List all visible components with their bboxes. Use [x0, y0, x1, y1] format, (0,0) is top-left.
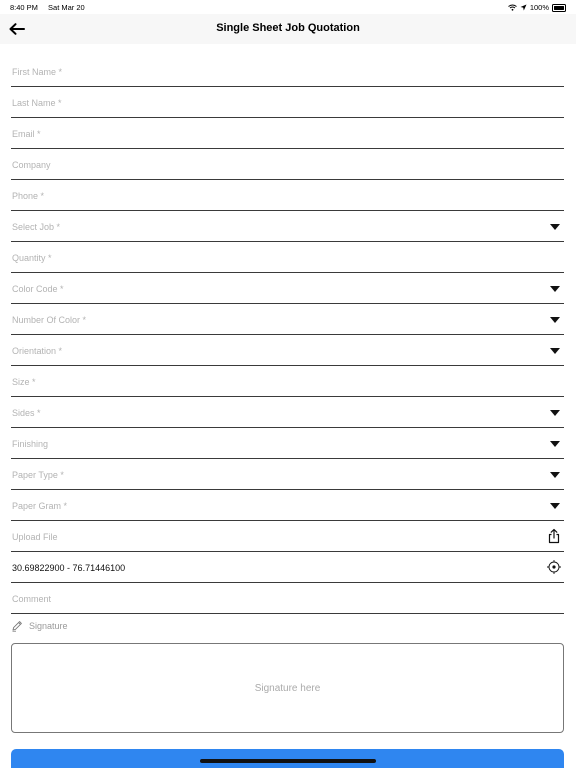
size-field-placeholder: Size *	[12, 377, 36, 387]
finishing-dropdown[interactable]	[11, 428, 564, 459]
last-name-field-placeholder: Last Name *	[12, 98, 62, 108]
wifi-icon	[508, 4, 517, 11]
caret-down-icon[interactable]	[550, 286, 560, 292]
company-field[interactable]	[11, 149, 564, 180]
status-time: 8:40 PM	[10, 3, 38, 12]
phone-field[interactable]	[11, 180, 564, 211]
status-bar	[0, 0, 576, 14]
upload-file-field[interactable]	[11, 521, 564, 552]
caret-down-icon[interactable]	[550, 224, 560, 230]
email-field[interactable]	[11, 118, 564, 149]
paper-type-dropdown-placeholder: Paper Type *	[12, 470, 64, 480]
company-field-placeholder: Company	[12, 160, 51, 170]
share-upload-icon[interactable]	[546, 528, 562, 544]
sides-dropdown[interactable]	[11, 397, 564, 428]
email-field-placeholder: Email *	[12, 129, 41, 139]
number-of-color-dropdown-placeholder: Number Of Color *	[12, 315, 87, 325]
size-field[interactable]	[11, 366, 564, 397]
navigation-bar	[0, 14, 576, 44]
caret-down-icon[interactable]	[550, 503, 560, 509]
quantity-field[interactable]	[11, 242, 564, 273]
number-of-color-dropdown[interactable]	[11, 304, 564, 335]
quantity-field-placeholder: Quantity *	[12, 253, 52, 263]
paper-gram-dropdown[interactable]	[11, 490, 564, 521]
pencil-icon	[11, 620, 23, 632]
caret-down-icon[interactable]	[550, 410, 560, 416]
select-job-dropdown[interactable]	[11, 211, 564, 242]
paper-type-dropdown[interactable]	[11, 459, 564, 490]
sides-dropdown-placeholder: Sides *	[12, 408, 41, 418]
status-left	[10, 3, 85, 12]
page-title: Single Sheet Job Quotation	[216, 22, 360, 34]
location-field[interactable]	[11, 552, 564, 583]
first-name-field-placeholder: First Name *	[12, 67, 63, 77]
home-indicator	[200, 759, 376, 763]
status-right	[508, 3, 566, 12]
signature-label: Signature	[29, 621, 68, 631]
signature-placeholder: Signature here	[254, 682, 321, 694]
battery-percent: 100%	[529, 3, 549, 12]
quotation-form	[0, 56, 576, 614]
finishing-dropdown-placeholder: Finishing	[12, 439, 49, 449]
caret-down-icon[interactable]	[550, 472, 560, 478]
crosshair-icon[interactable]	[546, 559, 562, 575]
comment-field[interactable]	[11, 583, 564, 614]
phone-field-placeholder: Phone *	[12, 191, 45, 201]
comment-field-placeholder: Comment	[12, 594, 52, 604]
caret-down-icon[interactable]	[550, 348, 560, 354]
status-date: Sat Mar 20	[48, 3, 85, 12]
select-job-dropdown-placeholder: Select Job *	[12, 222, 61, 232]
location-arrow-icon	[520, 4, 527, 11]
paper-gram-dropdown-placeholder: Paper Gram *	[12, 501, 68, 511]
signature-header	[11, 619, 68, 633]
orientation-dropdown[interactable]	[11, 335, 564, 366]
last-name-field[interactable]	[11, 87, 564, 118]
caret-down-icon[interactable]	[550, 441, 560, 447]
battery-icon	[552, 4, 566, 12]
upload-file-field-placeholder: Upload File	[12, 532, 58, 542]
signature-pad[interactable]	[11, 643, 564, 733]
color-code-dropdown[interactable]	[11, 273, 564, 304]
color-code-dropdown-placeholder: Color Code *	[12, 284, 64, 294]
caret-down-icon[interactable]	[550, 317, 560, 323]
orientation-dropdown-placeholder: Orientation *	[12, 346, 63, 356]
first-name-field[interactable]	[11, 56, 564, 87]
location-value: 30.69822900 - 76.71446100	[12, 563, 126, 573]
